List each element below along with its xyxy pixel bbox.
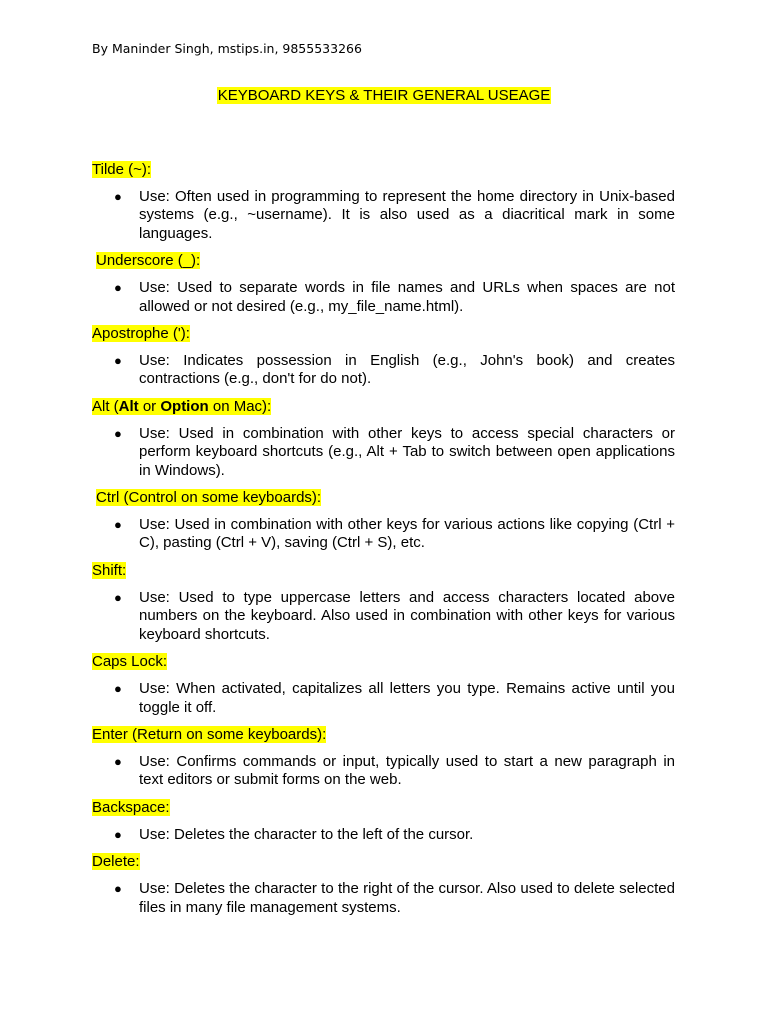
section-heading-text: Delete: bbox=[92, 853, 140, 871]
section-delete bbox=[92, 852, 675, 917]
list-item bbox=[92, 188, 675, 243]
list-item-text: Use: Deletes the character to the right of the cursor. Also used to delete selected files in many file management systems. bbox=[139, 880, 675, 916]
section-heading bbox=[92, 397, 675, 417]
heading-part: on Mac): bbox=[208, 397, 272, 415]
section-heading bbox=[92, 652, 675, 672]
section-heading-text: Underscore (_): bbox=[96, 252, 201, 270]
document-body bbox=[92, 160, 675, 925]
list-item-text: Use: Deletes the character to the left of the cursor. bbox=[139, 825, 474, 843]
author-line: By Maninder Singh, mstips.in, 9855533266 bbox=[92, 41, 362, 56]
section-shift bbox=[92, 561, 675, 644]
bullet-list bbox=[92, 826, 675, 844]
section-underscore bbox=[92, 251, 675, 316]
list-item bbox=[92, 425, 675, 480]
section-ctrl bbox=[92, 488, 675, 553]
bullet-list bbox=[92, 753, 675, 790]
bullet-list bbox=[92, 352, 675, 389]
list-item bbox=[92, 589, 675, 644]
list-item-text: Use: Used to type uppercase letters and access characters located above numbers on the keyboard. Also used in combination with other keys for various keyboard shortcuts. bbox=[139, 588, 675, 643]
list-item bbox=[92, 680, 675, 717]
section-heading bbox=[92, 324, 675, 344]
bullet-dot-icon: ● bbox=[114, 189, 122, 204]
bullet-dot-icon: ● bbox=[114, 280, 122, 296]
section-heading bbox=[92, 852, 675, 872]
section-heading-text: Enter (Return on some keyboards): bbox=[92, 725, 327, 743]
section-heading bbox=[92, 251, 675, 271]
section-caps-lock bbox=[92, 652, 675, 717]
heading-part-bold: Option bbox=[160, 397, 209, 415]
section-heading-text: Backspace: bbox=[92, 798, 170, 816]
section-backspace bbox=[92, 798, 675, 844]
bullet-list bbox=[92, 880, 675, 917]
list-item-text: Use: When activated, capitalizes all letters you type. Remains active until you toggle it off. bbox=[139, 680, 675, 716]
bullet-dot-icon: ● bbox=[114, 353, 122, 369]
heading-part-bold: Alt bbox=[118, 397, 139, 415]
bullet-list bbox=[92, 425, 675, 480]
list-item-text: Use: Confirms commands or input, typically used to start a new paragraph in text editors or submit forms on the web. bbox=[139, 752, 675, 789]
section-heading-text: Tilde (~): bbox=[92, 161, 152, 178]
bullet-dot-icon: ● bbox=[114, 589, 122, 605]
section-apostrophe bbox=[92, 324, 675, 389]
bullet-dot-icon: ● bbox=[114, 753, 122, 769]
list-item-text: Use: Indicates possession in English (e.g., John's book) and creates contractions (e.g., don't for do not). bbox=[139, 352, 675, 388]
section-heading-text: Apostrophe ('): bbox=[92, 325, 190, 343]
bullet-list bbox=[92, 188, 675, 243]
list-item bbox=[92, 880, 675, 917]
section-alt bbox=[92, 397, 675, 480]
bullet-list bbox=[92, 680, 675, 717]
bullet-list bbox=[92, 589, 675, 644]
list-item bbox=[92, 516, 675, 553]
section-heading-text: Shift: bbox=[92, 561, 127, 579]
bullet-dot-icon: ● bbox=[114, 425, 122, 441]
document-title-text: KEYBOARD KEYS & THEIR GENERAL USEAGE bbox=[217, 87, 551, 104]
section-heading bbox=[92, 160, 675, 180]
bullet-dot-icon: ● bbox=[114, 681, 122, 697]
section-heading-text bbox=[92, 398, 271, 415]
list-item-text: Use: Used to separate words in file names and URLs when spaces are not allowed or not desired (e.g., my_file_name.html). bbox=[139, 279, 675, 315]
bullet-list bbox=[92, 279, 675, 316]
heading-part: or bbox=[138, 397, 161, 415]
section-heading bbox=[92, 561, 675, 581]
list-item-text: Use: Used in combination with other keys to access special characters or perform keyboard shortcuts (e.g., Alt + Tab to switch between open applications in Windows). bbox=[139, 424, 675, 479]
list-item-text: Use: Used in combination with other keys for various actions like copying (Ctrl + C), pasting (Ctrl + V), saving (Ctrl + S), etc. bbox=[139, 516, 675, 552]
bullet-dot-icon: ● bbox=[114, 881, 122, 897]
list-item bbox=[92, 753, 675, 790]
list-item bbox=[92, 352, 675, 389]
list-item bbox=[92, 826, 675, 844]
section-heading bbox=[92, 725, 675, 745]
bullet-dot-icon: ● bbox=[114, 517, 122, 533]
heading-part: Alt ( bbox=[92, 397, 119, 415]
list-item bbox=[92, 279, 675, 316]
section-heading bbox=[92, 798, 675, 818]
section-heading-text: Ctrl (Control on some keyboards): bbox=[96, 489, 322, 507]
section-heading bbox=[92, 488, 675, 508]
section-enter bbox=[92, 725, 675, 790]
section-heading-text: Caps Lock: bbox=[92, 653, 168, 671]
list-item-text: Use: Often used in programming to represent the home directory in Unix-based systems (e.g., ~username). It is also used as a diacritical mark in some languages. bbox=[139, 188, 675, 242]
document-title bbox=[0, 87, 768, 105]
bullet-dot-icon: ● bbox=[114, 826, 122, 842]
bullet-list bbox=[92, 516, 675, 553]
section-tilde bbox=[92, 160, 675, 243]
